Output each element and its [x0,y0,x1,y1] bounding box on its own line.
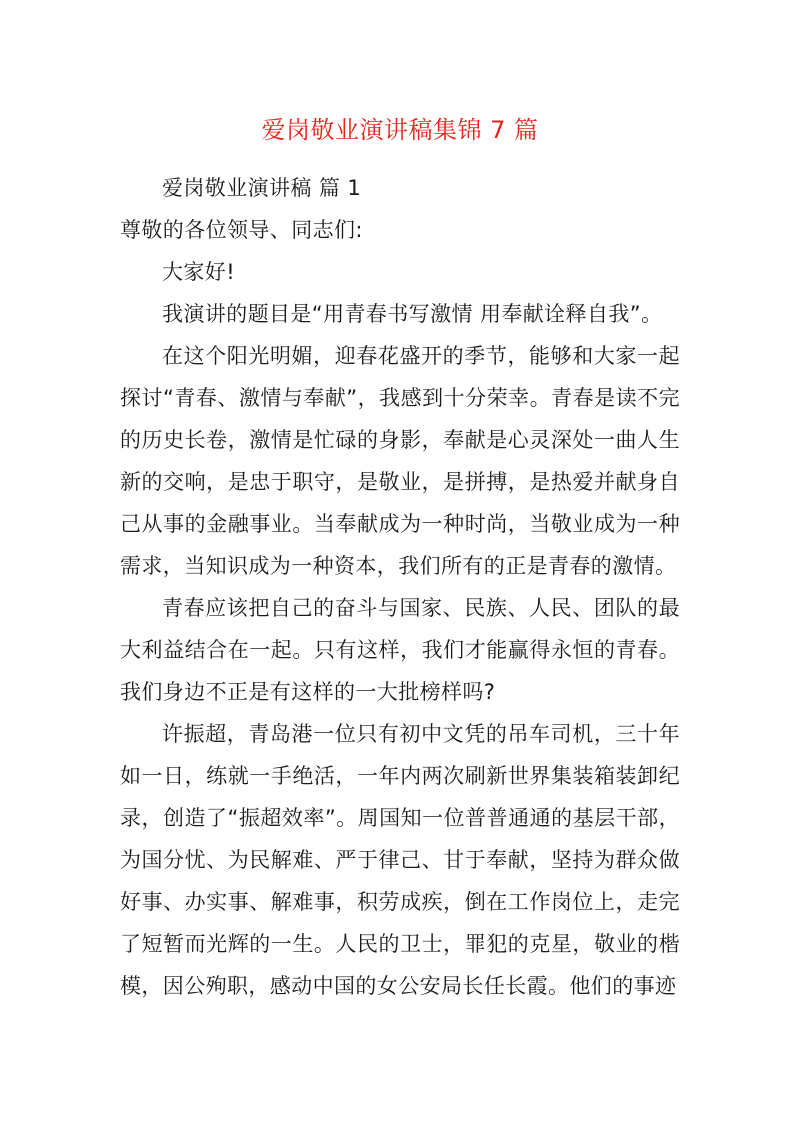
document-title: 爱岗敬业演讲稿集锦 7 篇 [261,116,539,144]
paragraph: 许振超，青岛港一位只有初中文凭的吊车司机，三十年如一日，练就一手绝活，一年内两次刷新世界集装箱装卸纪录，创造了“振超效率”。周国知一位普普通通的基层干部，为国分忧、为民解难、严于律己、甘于奉献，坚持为群众做好事、办实事、解难事，积劳成疾，倒在工作岗位上，走完了短暂而光辉的一生。人民的卫士，罪犯的克星，敬业的楷模，因公殉职，感动中国的女公安局长任长霞。他们的事迹 [120,722,680,998]
document-body [120,167,680,1007]
greeting: 大家好! [162,260,236,284]
paragraph: 在这个阳光明媚，迎春花盛开的季节，能够和大家一起探讨“青春、激情与奉献”，我感到十分荣幸。青春是读不完的历史长卷，激情是忙碌的身影，奉献是心灵深处一曲人生新的交响，是忠于职守，是敬业，是拼搏，是热爱并献身自己从事的金融事业。当奉献成为一种时尚，当敬业成为一种需求，当知识成为一种资本，我们所有的正是青春的激情。 [120,344,680,578]
speech-subtitle: 爱岗敬业演讲稿 篇 1 [162,176,362,200]
paragraph: 我演讲的题目是“用青春书写激情 用奉献诠释自我”。 [162,302,663,326]
paragraph: 青春应该把自己的奋斗与国家、民族、人民、团队的最大利益结合在一起。只有这样，我们才能赢得永恒的青春。我们身边不正是有这样的一大批榜样吗? [120,596,680,704]
salutation: 尊敬的各位领导、同志们: [120,218,363,242]
